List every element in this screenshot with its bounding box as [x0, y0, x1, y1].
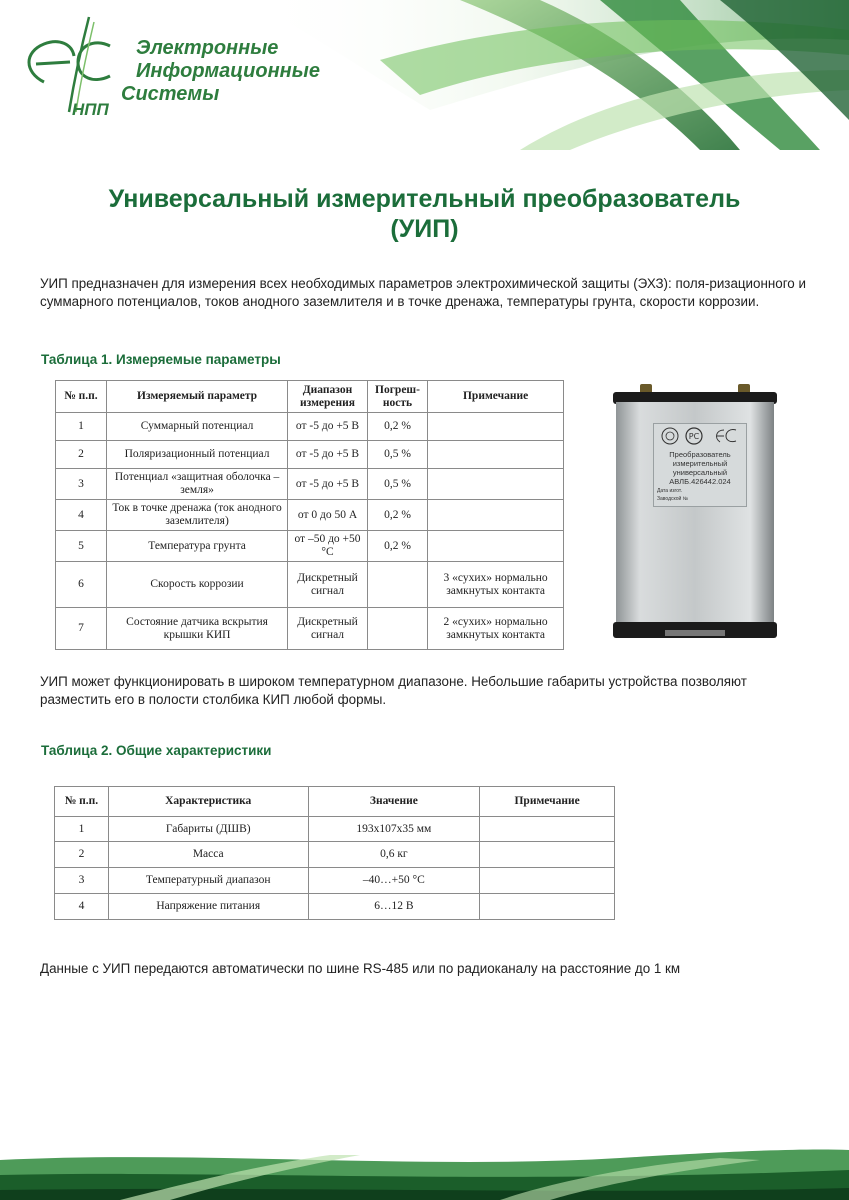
table-cell [428, 413, 564, 441]
table-cell: Дискретный сигнал [288, 608, 368, 650]
table-row [56, 500, 564, 531]
table2-caption: Таблица 2. Общие характеристики [41, 743, 272, 758]
table-row [55, 868, 615, 894]
table-cell: 3 [55, 868, 109, 894]
table-cell: от -5 до +5 В [288, 441, 368, 469]
table-cell: Габариты (ДШВ) [108, 817, 308, 842]
table-cell: Потенциал «защитная оболочка – земля» [106, 469, 287, 500]
nameplate-line3: универсальный [672, 468, 728, 477]
table-cell: 1 [56, 413, 107, 441]
page-title-line1: Универсальный измерительный преобразователь [108, 185, 741, 213]
table-cell: Поляризационный потенциал [106, 441, 287, 469]
table-cell: 2 [56, 441, 107, 469]
svg-text:PC: PC [688, 432, 700, 441]
table-row [56, 562, 564, 608]
table-cell [480, 894, 615, 920]
device-photo [610, 382, 780, 646]
table-cell [480, 817, 615, 842]
table-cell: 3 [56, 469, 107, 500]
capability-paragraph: УИП может функционировать в широком температурном диапазоне. Небольшие габариты устройства позволяют разместить его в полости столбика КИП любой формы. [40, 674, 747, 707]
page-title [60, 184, 789, 244]
company-logo [14, 12, 354, 122]
nameplate-line1: Преобразователь [669, 450, 731, 459]
table-row [56, 413, 564, 441]
nameplate-line4: АВЛБ.426442.024 [669, 477, 731, 486]
data-transfer-paragraph: Данные с УИП передаются автоматически по шине RS-485 или по радиоканалу на расстояние до 1 км [40, 961, 681, 976]
intro-paragraph: УИП предназначен для измерения всех необходимых параметров электрохимической защиты (ЭХЗ): поля-ризационного и суммарного потенциалов, токов анодного заземлителя и в точке дренажа, температуры грунта, скорости коррозии. [40, 276, 806, 309]
table-cell [367, 608, 427, 650]
company-npp: НПП [72, 100, 109, 119]
table-cell: 6 [56, 562, 107, 608]
table-cell: 4 [56, 500, 107, 531]
table-cell [480, 868, 615, 894]
nameplate-field-serial: Заводской № [657, 496, 689, 502]
table-cell: 0,2 % [367, 413, 427, 441]
table-cell: Дискретный сигнал [288, 562, 368, 608]
table-header-cell: № п.п. [55, 787, 109, 817]
table-header-cell: Примечание [480, 787, 615, 817]
table-cell: Ток в точке дренажа (ток анодного заземлителя) [106, 500, 287, 531]
table-cell: 0,2 % [367, 531, 427, 562]
table-cell: Суммарный потенциал [106, 413, 287, 441]
table-row [55, 842, 615, 868]
table-cell: от 0 до 50 А [288, 500, 368, 531]
nameplate-description [654, 450, 746, 486]
table-cell: 0,2 % [367, 500, 427, 531]
table-cell: 193х107х35 мм [308, 817, 480, 842]
table-cell: Температура грунта [106, 531, 287, 562]
table-row [56, 469, 564, 500]
table-row [55, 817, 615, 842]
table-header-cell: Примечание [428, 381, 564, 413]
table-header-row [55, 787, 615, 817]
table-row [56, 441, 564, 469]
table-cell: 7 [56, 608, 107, 650]
table-row [56, 608, 564, 650]
device-nameplate [653, 423, 747, 507]
table-cell: 5 [56, 531, 107, 562]
table-header-row [56, 381, 564, 413]
table-cell [428, 531, 564, 562]
table-cell: от -5 до +5 В [288, 413, 368, 441]
table-cell: 0,5 % [367, 441, 427, 469]
table-header-cell: Характеристика [108, 787, 308, 817]
page-title-line2: (УИП) [390, 215, 459, 243]
company-name-line1: Электронные [136, 37, 279, 59]
table-cell: 2 «сухих» нормально замкнутых контакта [428, 608, 564, 650]
table-row [56, 531, 564, 562]
table-cell: Скорость коррозии [106, 562, 287, 608]
footer-decoration [0, 1140, 849, 1200]
nameplate-line2: измерительный [672, 459, 728, 468]
table-cell: 6…12 В [308, 894, 480, 920]
company-name-line3: Системы [121, 83, 220, 105]
table-cell [428, 441, 564, 469]
table-cell: 2 [55, 842, 109, 868]
table-cell [367, 562, 427, 608]
table-cell [428, 469, 564, 500]
table-cell: Состояние датчика вскрытия крышки КИП [106, 608, 287, 650]
table-cell: 3 «сухих» нормально замкнутых контакта [428, 562, 564, 608]
table-cell: Напряжение питания [108, 894, 308, 920]
nameplate-field-date: Дата изгот. [657, 488, 683, 494]
general-characteristics-table [54, 786, 615, 920]
table-header-cell: Измеряемый параметр [106, 381, 287, 413]
device-body-icon [610, 382, 780, 646]
table-cell: 1 [55, 817, 109, 842]
table-cell: –40…+50 °С [308, 868, 480, 894]
table-cell: Температурный диапазон [108, 868, 308, 894]
table-row [55, 894, 615, 920]
table-cell [480, 842, 615, 868]
table-cell: 0,5 % [367, 469, 427, 500]
certification-marks-icon [654, 424, 746, 448]
table-cell: 4 [55, 894, 109, 920]
table-header-cell: Значение [308, 787, 480, 817]
table-cell: Масса [108, 842, 308, 868]
table-cell: от –50 до +50 °С [288, 531, 368, 562]
table-header-cell: Диапазон измерения [288, 381, 368, 413]
table-header-cell: Погреш-ность [367, 381, 427, 413]
table-header-cell: № п.п. [56, 381, 107, 413]
table-cell [428, 500, 564, 531]
company-name-line2: Информационные [136, 60, 320, 82]
measured-parameters-table [55, 380, 564, 650]
table-cell: 0,6 кг [308, 842, 480, 868]
table-cell: от -5 до +5 В [288, 469, 368, 500]
table1-caption: Таблица 1. Измеряемые параметры [41, 352, 281, 367]
